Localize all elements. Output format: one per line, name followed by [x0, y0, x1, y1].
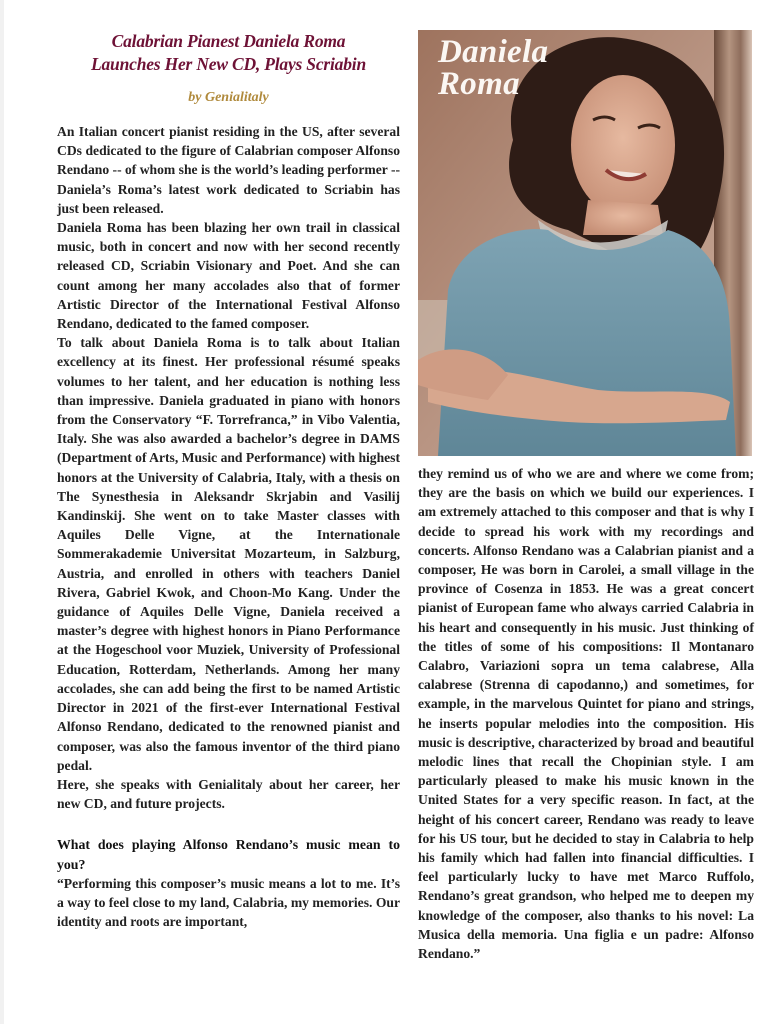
- page-edge: [0, 0, 4, 1024]
- right-column: [418, 464, 754, 963]
- paragraph-interview-intro: Here, she speaks with Genialitaly about her career, her new CD, and future projects.: [57, 776, 400, 812]
- caption-line-1: Daniela: [438, 34, 549, 70]
- answer-continued: they remind us of who we are and where we come from; they are the basis on which we build our experiences. I am extremely attached to this composer and that is why I decide to spread his work with my recordings and concerts. Alfonso Rendano was a Calabrian pianist and a composer, He was born in Carolei, a small village in the province of Cosenza in 1853. He was a great concert pianist of European fame who always carried Calabria in his heart and consequently in his music. Just thinking of the titles of some of his compositions: Il Montanaro Calabro, Variazioni sopra un tema calabrese, Alla calabrese (Strenna di capodanno,) and sometimes, for example, in the marvelous Quintet for piano and strings, he inserts popular melodies into the composition. His music is descriptive, characterized by broad and beautiful melodic lines that recall the Chopinian style. I am particularly pleased to make his music known in the United States for a very specific reason. In fact, at the height of his concert career, Rendano was ready to leave for his US tour, but he decided to stay in Calabria to help his family which had fallen into financial difficulties. I feel particularly lucky to have met Marco Ruffolo, Rendano’s great grandson, who helped me to deepen my knowledge of the composer, also thanks to his novel: La Musica della memoria. Una figlia e un padre: Alfonso Rendano.”: [418, 466, 754, 962]
- paragraph-education: To talk about Daniela Roma is to talk about Italian excellency at its finest. Her professional résumé speaks volumes to her talent, and her education is nothing less than impressive. Daniela graduated in piano with honors from the Conservatory “F. Torrefranca,” in Vibo Valentia, Italy. She was also awarded a bachelor’s degree in DAMS (Department of Arts, Music and Performance) with highest honors at the University of Calabria, Italy, with a thesis on The Synesthesia in Aleksandr Skrjabin and Vasilij Kandinskij. She went on to take Master classes with Aquiles Delle Vigne, at the Internationale Sommerakademie Universitat Mozarteum, in Salzburg, Austria, and enrolled in others with teachers Daniel Rivera, Gabriel Kwok, and Choon-Mo Kang. Under the guidance of Aquiles Delle Vigne, Daniela received a master’s degree with highest honors in Piano Performance at the Hogeschool voor Muziek, University of Professional Education, Rotterdam, Netherlands. Among her many accolades, she can add being the first to be named Artistic Director in 2021 of the first-ever International Festival Alfonso Rendano, dedicated to the renowned pianist and composer, was also the famous inventor of the third piano pedal.: [57, 335, 400, 773]
- interview-question: What does playing Alfonso Rendano’s music mean to you?: [57, 837, 400, 872]
- byline: by Genialitaly: [188, 90, 269, 105]
- face: [571, 75, 675, 215]
- left-column: [57, 30, 400, 931]
- paragraph-intro: An Italian concert pianist residing in the US, after several CDs dedicated to the figure of Calabrian composer Alfonso Rendano -- of whom she is the world’s leading performer -- Daniela’s Roma’s latest work dedicated to Scriabin has just been released.: [57, 124, 400, 216]
- portrait-photo: [418, 30, 752, 456]
- title-line-1: Calabrian Pianest Daniela Roma: [111, 31, 346, 51]
- answer-start: “Performing this composer’s music means a lot to me. It’s a way to feel close to my land, Calabria, my memories. Our identity and roots are important,: [57, 875, 400, 930]
- title-line-2: Launches Her New CD, Plays Scriabin: [91, 54, 366, 74]
- paragraph-career: Daniela Roma has been blazing her own trail in classical music, both in concert and now with her second recently released CD, Scriabin Visionary and Poet. And she can count among her many accolades also that of former Artistic Director of the International Festival Alfonso Rendano, dedicated to the famed composer.: [57, 220, 400, 332]
- caption-line-2: Roma: [438, 66, 520, 102]
- photo-caption: [438, 36, 548, 100]
- article-title: [57, 30, 400, 76]
